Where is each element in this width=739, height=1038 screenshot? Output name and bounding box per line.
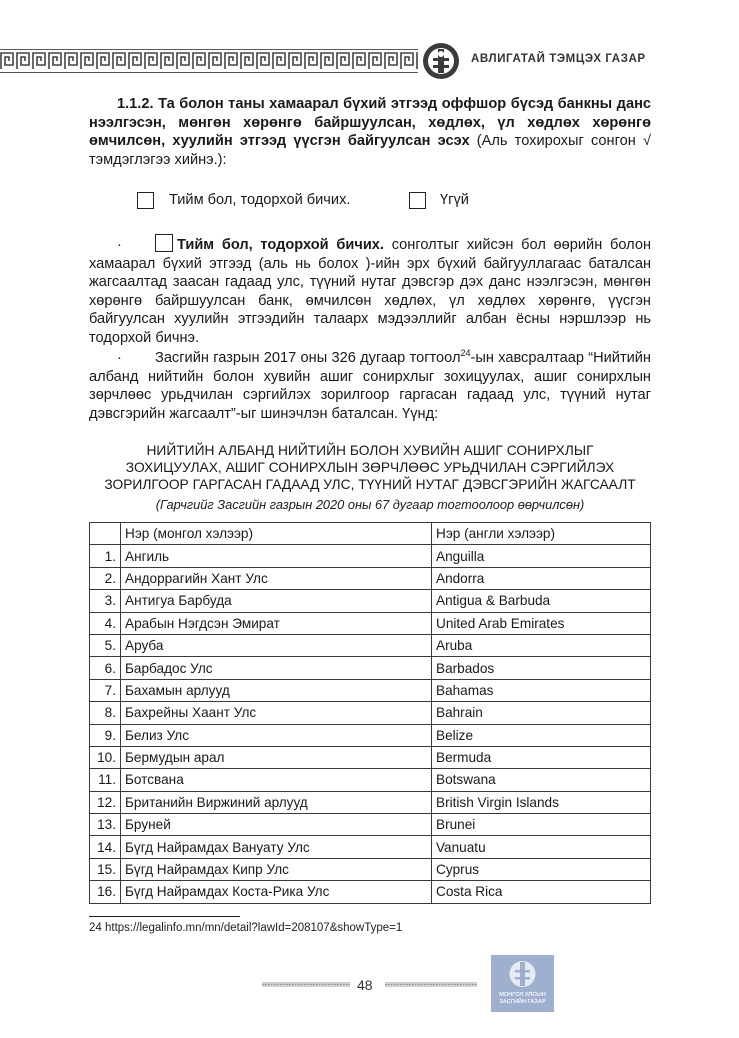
country-name-english: Costa Rica [432,881,651,903]
table-row [90,679,651,701]
table-title-line: НИЙТИЙН АЛБАНД НИЙТИЙН БОЛОН ХУВИЙН АШИГ СОНИРХЛЫГ [146,443,594,458]
gov-logo-text: МОНГОЛ УЛСЫН [499,992,546,998]
table-title [89,443,651,493]
country-name-english: Vanuatu [432,836,651,858]
yes-label: Тийм бол, тодорхой бичих. [169,192,351,208]
ornamental-border [0,49,418,73]
question-title [89,95,651,169]
row-number: 5. [90,634,121,656]
footnote-ref[interactable]: 24 [460,348,471,359]
country-name-english: Andorra [432,567,651,589]
country-name-english: Aruba [432,634,651,656]
country-name-mongolian: Бүгд Найрамдах Кипр Улс [121,858,432,880]
table-row [90,791,651,813]
header-cell-mongolian: Нэр (монгол хэлээр) [121,523,432,545]
table-title-line: ЗОХИЦУУЛАХ, АШИГ СОНИРХЛЫН ЗӨРЧЛӨӨС УРЬДЧИЛАН СЭРГИЙЛЭХ [125,459,615,475]
country-name-mongolian: Бүгд Найрамдах Коста-Рика Улс [121,881,432,903]
footnote: 24 https://legalinfo.mn/mn/detail?lawId=208107&showType=1 [89,922,403,934]
footer-decoration-right [385,982,477,987]
resolution-text-start: Засгийн газрын 2017 оны 326 дугаар тогтоол [155,350,461,366]
country-name-english: Belize [432,724,651,746]
inline-checkbox-icon [155,234,173,252]
resolution-text-end: -ын хавсралтаар “Нийтийн албанд нийтийн болон хувийн ашиг сонирхлыг зохицуулах, ашиг сонирхлын зөрчлөөс урьдчилан сэргийлэх зорилгоор гаргасан гадаад улс, түүний нутаг дэвсгэрийн жагсаалт”-ыг шинэчлэн баталсан. Үүнд: [89,350,651,422]
country-name-mongolian: Аруба [121,634,432,656]
country-name-english: Botswana [432,769,651,791]
government-logo [491,955,554,1012]
country-name-mongolian: Барбадос Улс [121,657,432,679]
header-cell-number [90,523,121,545]
country-name-mongolian: Бахрейны Хаант Улс [121,702,432,724]
page-number: 48 [357,977,373,993]
table-row [90,724,651,746]
row-number: 14. [90,836,121,858]
country-name-english: Bahrain [432,702,651,724]
page-header [0,40,739,82]
country-name-mongolian: Ангиль [121,545,432,567]
table-subtitle: (Гарчгийг Засгийн газрын 2020 оны 67 дугаар тогтоолоор өөрчилсөн) [155,497,585,512]
country-name-mongolian: Бермудын арал [121,746,432,768]
table-row [90,746,651,768]
table-row [90,545,651,567]
state-emblem-icon [421,40,461,82]
country-name-english: Bermuda [432,746,651,768]
table-row [90,881,651,903]
row-number: 8. [90,702,121,724]
row-number: 2. [90,567,121,589]
country-name-english: Anguilla [432,545,651,567]
country-name-mongolian: Британийн Виржиний арлууд [121,791,432,813]
country-name-english: Bahamas [432,679,651,701]
instruction-bold: Тийм бол, тодорхой бичих. [177,237,384,253]
row-number: 12. [90,791,121,813]
row-number: 10. [90,746,121,768]
row-number: 9. [90,724,121,746]
country-name-mongolian: Бруней [121,814,432,836]
country-name-mongolian: Андоррагийн Хант Улс [121,567,432,589]
instruction-paragraph [89,234,651,348]
table-row [90,567,651,589]
table-row [90,634,651,656]
countries-table [89,522,651,904]
row-number: 13. [90,814,121,836]
country-name-mongolian: Ботсвана [121,769,432,791]
row-number: 11. [90,769,121,791]
row-number: 15. [90,858,121,880]
country-name-english: Brunei [432,814,651,836]
answer-options [137,190,537,212]
header-cell-english: Нэр (англи хэлээр) [432,523,651,545]
table-row [90,836,651,858]
country-name-mongolian: Арабын Нэгдсэн Эмират [121,612,432,634]
table-row [90,702,651,724]
gov-logo-text: ЗАСГИЙН ГАЗАР [499,999,546,1005]
country-name-english: Barbados [432,657,651,679]
row-number: 4. [90,612,121,634]
table-row [90,858,651,880]
question-text: Та болон таны хамаарал бүхий этгээд оффшор бүсэд банкны данс нээлгэсэн, мөнгөн хөрөнгө байршуулсан, хөдлөх, үл хөдлөх хөрөнгө өмчилсөн, хуулийн этгээд үүсгэн байгуулсан эсэх [89,96,651,150]
yes-checkbox[interactable] [137,192,154,209]
country-name-english: British Virgin Islands [432,791,651,813]
table-header-row [90,523,651,545]
row-number: 16. [90,881,121,903]
country-name-english: United Arab Emirates [432,612,651,634]
table-row [90,814,651,836]
bullet: · [117,237,122,253]
row-number: 3. [90,590,121,612]
country-name-mongolian: Бүгд Найрамдах Вануату Улс [121,836,432,858]
table-row [90,769,651,791]
instruction-text: сонголтыг хийсэн бол өөрийн болон хамаарал бүхий этгээд (аль нь болох )-ийн эрх бүхий байгууллагаас баталсан жагсаалтад заасан гадаад улс, түүний нутаг дэвсгэр дэх данс нээлгэсэн, мөнгөн хөрөнгө байршуулсан банк, өмчилсөн хөдлөх, үл хөдлөх хөрөнгө, үүсгэн байгуулсан хуулийн этгээдийн талаарх мэдээллийг албан ёсны нэршлээр нь тодорхой бичнэ. [89,237,652,346]
question-number: 1.1.2. [117,96,154,112]
country-name-english: Cyprus [432,858,651,880]
no-label: Үгүй [440,192,469,208]
table-row [90,590,651,612]
table-row [90,612,651,634]
agency-name: АВЛИГАТАЙ ТЭМЦЭХ ГАЗАР [471,53,646,65]
row-number: 6. [90,657,121,679]
country-name-english: Antigua & Barbuda [432,590,651,612]
country-name-mongolian: Белиз Улс [121,724,432,746]
resolution-paragraph [89,349,651,423]
footnote-divider [89,916,240,917]
country-name-mongolian: Бахамын арлууд [121,679,432,701]
row-number: 1. [90,545,121,567]
no-checkbox[interactable] [409,192,426,209]
row-number: 7. [90,679,121,701]
table-title-line: ЗОРИЛГООР ГАРГАСАН ГАДААД УЛС, ТҮҮНИЙ НУТАГ ДЭВСГЭРИЙН ЖАГСААЛТ [104,476,636,492]
table-row [90,657,651,679]
country-name-mongolian: Антигуа Барбуда [121,590,432,612]
soyombo-icon [491,955,554,991]
bullet: · [117,350,122,366]
question-note: (Аль тохирохыг сонгон √ тэмдэглэгээ хийнэ.): [89,133,651,168]
footer-decoration-left [262,982,350,987]
